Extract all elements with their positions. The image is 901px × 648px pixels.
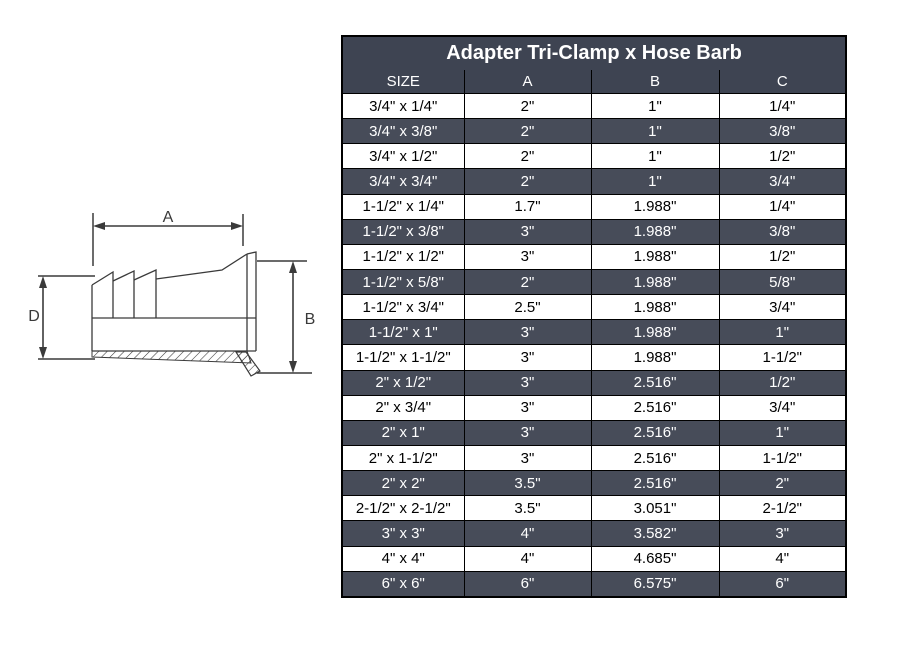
table-cell: 1.988" (591, 244, 719, 269)
table-cell: 1-1/2" x 5/8" (342, 269, 464, 294)
table-cell: 3.5" (464, 496, 591, 521)
table-cell: 1.988" (591, 194, 719, 219)
table-cell: 2" (464, 269, 591, 294)
table-cell: 4" x 4" (342, 546, 464, 571)
table-cell: 1.988" (591, 295, 719, 320)
table-row (342, 244, 846, 269)
fitting-serration-band (92, 351, 251, 363)
table-cell: 6" (464, 571, 591, 597)
table-cell: 2" x 1-1/2" (342, 445, 464, 470)
table-cell: 2-1/2" x 2-1/2" (342, 496, 464, 521)
table-cell: 3" (464, 345, 591, 370)
table-cell: 3.582" (591, 521, 719, 546)
table-cell: 1" (591, 119, 719, 144)
table-row (342, 320, 846, 345)
table-header-row (342, 70, 846, 94)
table-row (342, 395, 846, 420)
table-cell: 3" x 3" (342, 521, 464, 546)
table-row (342, 269, 846, 294)
table-cell: 3" (464, 445, 591, 470)
col-header-b: B (591, 70, 719, 94)
table-cell: 2" (464, 119, 591, 144)
table-cell: 1" (591, 169, 719, 194)
table-cell: 2" x 3/4" (342, 395, 464, 420)
table-body (342, 94, 846, 598)
table-cell: 2" x 1" (342, 420, 464, 445)
table-cell: 1.988" (591, 345, 719, 370)
table-title: Adapter Tri-Clamp x Hose Barb (342, 36, 846, 70)
table-row (342, 471, 846, 496)
table-cell: 1/2" (719, 370, 846, 395)
table-cell: 3/8" (719, 119, 846, 144)
table-cell: 2" (464, 169, 591, 194)
table-row (342, 194, 846, 219)
table-cell: 2" (464, 144, 591, 169)
col-header-c: C (719, 70, 846, 94)
table-cell: 1-1/2" (719, 345, 846, 370)
table-cell: 3" (464, 219, 591, 244)
table-cell: 2-1/2" (719, 496, 846, 521)
table-cell: 3" (464, 395, 591, 420)
table-cell: 1" (591, 144, 719, 169)
table-cell: 6.575" (591, 571, 719, 597)
table-cell: 3" (719, 521, 846, 546)
table-cell: 1" (591, 94, 719, 119)
table-row (342, 219, 846, 244)
table-cell: 1-1/2" x 1" (342, 320, 464, 345)
table-cell: 1-1/2" x 1/2" (342, 244, 464, 269)
table-row (342, 521, 846, 546)
table-row (342, 370, 846, 395)
table-cell: 2.516" (591, 445, 719, 470)
table-cell: 3/4" (719, 295, 846, 320)
table-cell: 1.988" (591, 269, 719, 294)
table-cell: 1.988" (591, 219, 719, 244)
table-cell: 1.7" (464, 194, 591, 219)
table-cell: 3/4" x 1/2" (342, 144, 464, 169)
table-cell: 1/4" (719, 194, 846, 219)
table-cell: 1/2" (719, 144, 846, 169)
dimension-d (38, 276, 95, 359)
table-cell: 3.051" (591, 496, 719, 521)
table-cell: 3/4" (719, 169, 846, 194)
arrowhead-b-bottom (289, 361, 297, 373)
table-cell: 1-1/2" (719, 445, 846, 470)
table-row (342, 94, 846, 119)
table-cell: 6" (719, 571, 846, 597)
table-row (342, 119, 846, 144)
table-cell: 1-1/2" x 1/4" (342, 194, 464, 219)
adapter-technical-drawing (0, 0, 340, 648)
table-cell: 3/4" x 1/4" (342, 94, 464, 119)
table-title-row (342, 36, 846, 70)
arrowhead-d-top (39, 276, 47, 288)
table-cell: 3" (464, 420, 591, 445)
table-cell: 2.516" (591, 395, 719, 420)
table-cell: 3" (464, 320, 591, 345)
table-cell: 3/4" x 3/8" (342, 119, 464, 144)
table-cell: 2.5" (464, 295, 591, 320)
table-cell: 4" (464, 546, 591, 571)
table-cell: 1/2" (719, 244, 846, 269)
table-row (342, 571, 846, 597)
table-cell: 3.5" (464, 471, 591, 496)
table-cell: 6" x 6" (342, 571, 464, 597)
arrowhead-d-bottom (39, 347, 47, 359)
table-cell: 2.516" (591, 370, 719, 395)
table-cell: 1" (719, 320, 846, 345)
table-cell: 1" (719, 420, 846, 445)
table-cell: 2" (719, 471, 846, 496)
table-row (342, 345, 846, 370)
table-row (342, 169, 846, 194)
table-cell: 4" (719, 546, 846, 571)
dim-label-d: D (28, 308, 40, 325)
col-header-size: SIZE (342, 70, 464, 94)
table-cell: 1-1/2" x 3/4" (342, 295, 464, 320)
table-cell: 1-1/2" x 3/8" (342, 219, 464, 244)
table-cell: 3/4" (719, 395, 846, 420)
table-row (342, 420, 846, 445)
table-cell: 1-1/2" x 1-1/2" (342, 345, 464, 370)
table-cell: 2" x 1/2" (342, 370, 464, 395)
table-cell: 2.516" (591, 471, 719, 496)
table-cell: 1.988" (591, 320, 719, 345)
table-row (342, 144, 846, 169)
table-cell: 2.516" (591, 420, 719, 445)
table-row (342, 496, 846, 521)
size-chart-table (341, 35, 847, 598)
col-header-a: A (464, 70, 591, 94)
table-cell: 3" (464, 244, 591, 269)
fitting-flange-tail (236, 352, 260, 376)
table-cell: 5/8" (719, 269, 846, 294)
dim-label-b: B (304, 311, 316, 328)
arrowhead-a-left (93, 222, 105, 230)
table-cell: 3" (464, 370, 591, 395)
table-cell: 3/8" (719, 219, 846, 244)
table-row (342, 295, 846, 320)
arrowhead-a-right (231, 222, 243, 230)
arrowhead-b-top (289, 261, 297, 273)
table-row (342, 445, 846, 470)
table-cell: 2" x 2" (342, 471, 464, 496)
fitting-outline (92, 252, 256, 351)
table-cell: 4.685" (591, 546, 719, 571)
table-cell: 2" (464, 94, 591, 119)
table-cell: 3/4" x 3/4" (342, 169, 464, 194)
table-row (342, 546, 846, 571)
table-cell: 4" (464, 521, 591, 546)
dim-label-a: A (162, 209, 174, 226)
table-cell: 1/4" (719, 94, 846, 119)
